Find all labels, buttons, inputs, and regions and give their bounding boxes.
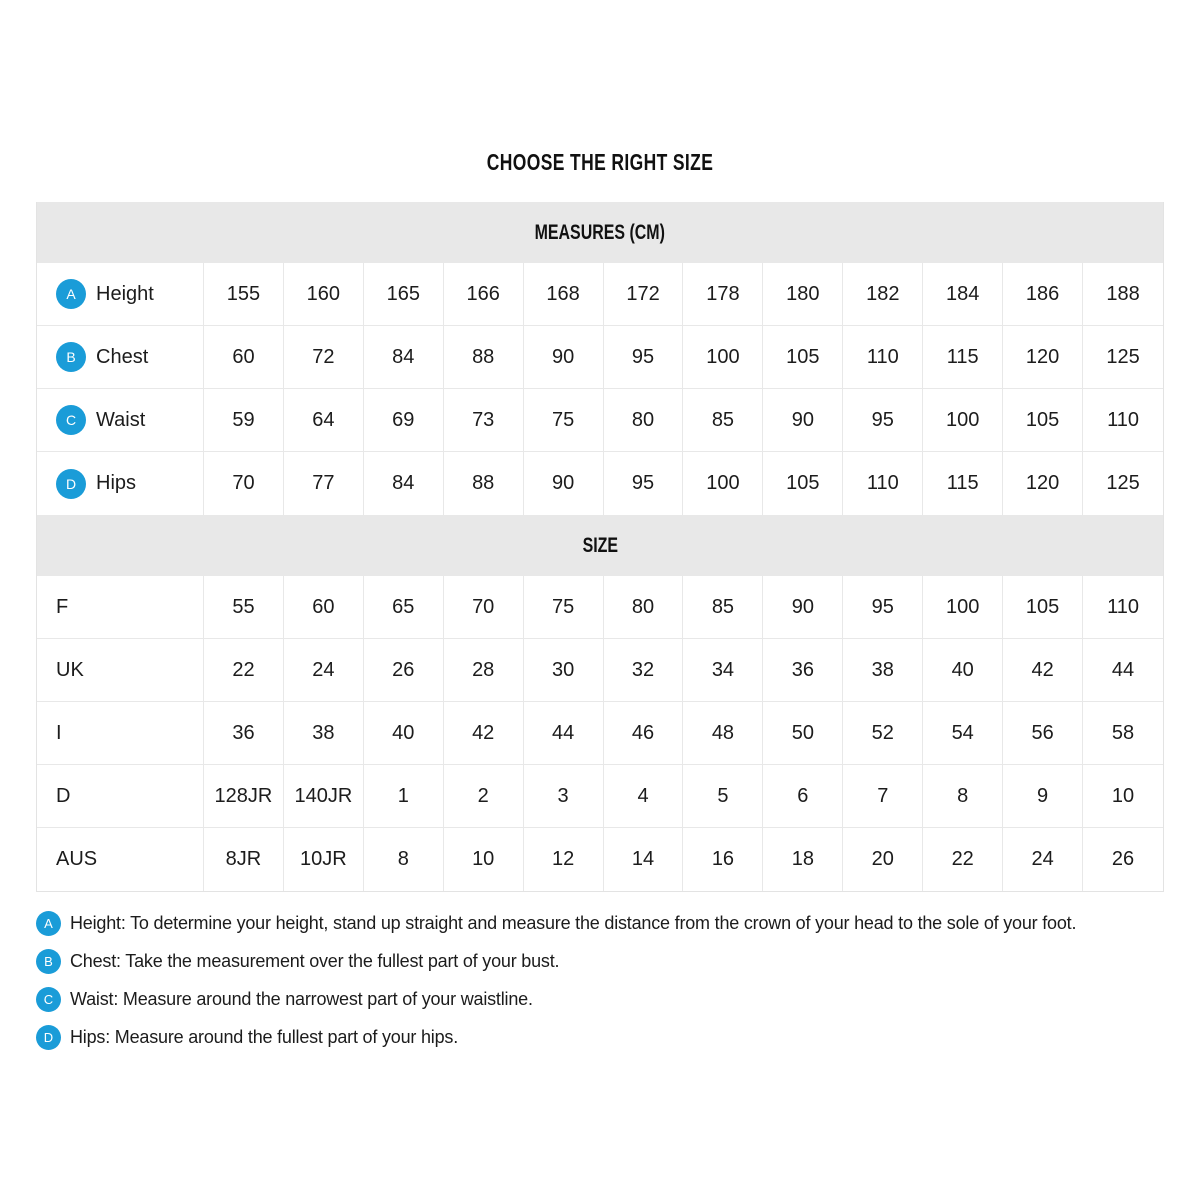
row-label-cell (37, 828, 204, 891)
size-value-cell: 54 (923, 702, 1003, 764)
note-text: Hips: Measure around the fullest part of your hips. (70, 1027, 459, 1047)
page-title-text: CHOOSE THE RIGHT SIZE (486, 149, 714, 175)
measures-row (37, 326, 1163, 389)
measure-value-cell: 100 (683, 452, 763, 515)
measures-rows (37, 263, 1163, 515)
measurement-note (36, 1025, 1164, 1050)
size-value-cell: 75 (524, 576, 604, 638)
size-value-cell: 110 (1107, 595, 1139, 618)
measure-value-cell: 182 (843, 263, 923, 325)
size-value-cell: 60 (284, 576, 364, 638)
measure-value-cell: 100 (923, 389, 1003, 451)
measure-value-cell: 178 (683, 263, 763, 325)
page-title (0, 149, 1200, 176)
size-value-cell: 58 (1111, 721, 1135, 744)
size-value-cell: 140JR (284, 765, 364, 827)
size-value-cell: 24 (1003, 828, 1083, 891)
size-value-cell: 8 (364, 828, 444, 891)
size-value-cell: 95 (843, 576, 923, 638)
size-value-cell: 1 (364, 765, 444, 827)
measure-value-cell: 77 (284, 452, 364, 515)
size-value-cell: 5 (683, 765, 763, 827)
size-value-cell: 70 (444, 576, 524, 638)
measure-value-cell: 168 (524, 263, 604, 325)
measures-section-header (37, 202, 1163, 263)
measure-value-cell: 115 (923, 326, 1003, 388)
size-value-cell: 16 (683, 828, 763, 891)
size-value-cell: 28 (444, 639, 524, 701)
size-row (37, 576, 1163, 639)
row-label: Height (96, 282, 154, 305)
note-badge: A (36, 911, 61, 936)
measure-value-cell: 172 (604, 263, 684, 325)
measure-value-cell: 70 (204, 452, 284, 515)
measure-value-cell: 85 (683, 389, 763, 451)
size-value-cell: 4 (604, 765, 684, 827)
measure-value-cell: 120 (1003, 452, 1083, 515)
measure-badge: A (56, 279, 86, 309)
measure-value-cell: 88 (444, 452, 524, 515)
measure-badge: B (56, 342, 86, 372)
size-value-cell: 18 (763, 828, 843, 891)
size-value-cell: 48 (683, 702, 763, 764)
measure-value-cell: 64 (284, 389, 364, 451)
row-label: I (56, 721, 62, 744)
measure-value-cell: 180 (763, 263, 843, 325)
row-label: Waist (96, 408, 146, 431)
size-row (37, 765, 1163, 828)
measure-value-cell: 125 (1106, 345, 1140, 368)
measure-value-cell: 73 (444, 389, 524, 451)
size-value-cell: 52 (843, 702, 923, 764)
size-value-cell: 10JR (284, 828, 364, 891)
size-value-cell: 22 (923, 828, 1003, 891)
measure-value-cell: 125 (1106, 472, 1140, 494)
measure-value-cell: 84 (364, 452, 444, 515)
size-value-cell: 65 (364, 576, 444, 638)
measurement-notes (36, 911, 1164, 1063)
size-rows (37, 576, 1163, 891)
measure-value-cell: 155 (204, 263, 284, 325)
measure-value-cell: 90 (524, 452, 604, 515)
size-value-cell: 14 (604, 828, 684, 891)
row-label: Hips (96, 472, 137, 494)
size-value-cell: 10 (1111, 784, 1135, 807)
size-value-cell: 20 (843, 828, 923, 891)
size-value-cell: 12 (524, 828, 604, 891)
measure-value-cell: 80 (604, 389, 684, 451)
size-value-cell: 10 (444, 828, 524, 891)
note-badge: B (36, 949, 61, 974)
size-value-cell: 3 (524, 765, 604, 827)
size-value-cell: 44 (524, 702, 604, 764)
size-value-cell: 85 (683, 576, 763, 638)
measure-value-cell: 165 (364, 263, 444, 325)
size-value-cell: 38 (284, 702, 364, 764)
measure-value-cell: 100 (683, 326, 763, 388)
measure-value-cell: 160 (284, 263, 364, 325)
measurement-note (36, 911, 1164, 936)
measure-value-cell: 184 (923, 263, 1003, 325)
size-value-cell: 38 (843, 639, 923, 701)
size-value-cell: 44 (1111, 658, 1135, 681)
size-row (37, 828, 1163, 891)
size-value-cell: 22 (204, 639, 284, 701)
size-value-cell: 24 (284, 639, 364, 701)
row-label-cell (37, 765, 204, 827)
size-value-cell: 100 (923, 576, 1003, 638)
measure-value-cell: 105 (763, 326, 843, 388)
measures-header-text: MEASURES (CM) (534, 220, 666, 244)
size-value-cell: 42 (1003, 639, 1083, 701)
size-value-cell: 50 (763, 702, 843, 764)
size-value-cell: 34 (683, 639, 763, 701)
measure-badge: D (56, 469, 86, 499)
measure-value-cell: 75 (524, 389, 604, 451)
note-text: Chest: Take the measurement over the fullest part of your bust. (70, 951, 560, 971)
measures-row (37, 263, 1163, 326)
measure-value-cell: 105 (763, 452, 843, 515)
measure-value-cell: 166 (444, 263, 524, 325)
size-value-cell: 55 (204, 576, 284, 638)
measure-value-cell: 72 (284, 326, 364, 388)
measure-value-cell: 69 (364, 389, 444, 451)
row-label-cell (37, 389, 204, 451)
measurement-note (36, 949, 1164, 974)
size-value-cell: 128JR (204, 765, 284, 827)
measure-value-cell: 90 (763, 389, 843, 451)
size-value-cell: 8JR (204, 828, 284, 891)
measures-row (37, 389, 1163, 452)
measure-value-cell: 84 (364, 326, 444, 388)
size-value-cell: 26 (364, 639, 444, 701)
size-value-cell: 9 (1003, 765, 1083, 827)
size-value-cell: 7 (843, 765, 923, 827)
note-text: Waist: Measure around the narrowest part of your waistline. (70, 989, 533, 1009)
measure-value-cell: 120 (1003, 326, 1083, 388)
row-label-cell (37, 639, 204, 701)
note-badge: C (36, 987, 61, 1012)
measure-value-cell: 110 (843, 326, 923, 388)
measure-value-cell: 186 (1003, 263, 1083, 325)
measure-value-cell: 115 (923, 452, 1003, 515)
note-text: Height: To determine your height, stand up straight and measure the distance from the crown of your head to the sole of your foot. (70, 913, 1077, 933)
measure-value-cell: 188 (1106, 282, 1140, 305)
measure-value-cell: 95 (604, 452, 684, 515)
size-value-cell: 26 (1111, 848, 1135, 870)
size-table (36, 202, 1164, 892)
size-value-cell: 8 (923, 765, 1003, 827)
size-value-cell: 32 (604, 639, 684, 701)
measure-value-cell: 88 (444, 326, 524, 388)
size-row (37, 702, 1163, 765)
measure-value-cell: 110 (1107, 408, 1139, 431)
measure-value-cell: 110 (843, 452, 923, 515)
row-label-cell (37, 326, 204, 388)
size-value-cell: 42 (444, 702, 524, 764)
measures-row (37, 452, 1163, 515)
size-value-cell: 36 (763, 639, 843, 701)
measure-value-cell: 95 (843, 389, 923, 451)
size-value-cell: 6 (763, 765, 843, 827)
measure-value-cell: 105 (1003, 389, 1083, 451)
size-value-cell: 40 (364, 702, 444, 764)
measure-value-cell: 60 (204, 326, 284, 388)
row-label-cell (37, 452, 204, 515)
row-label: D (56, 784, 71, 807)
row-label: F (56, 595, 69, 618)
size-value-cell: 56 (1003, 702, 1083, 764)
size-value-cell: 46 (604, 702, 684, 764)
row-label-cell (37, 576, 204, 638)
size-header-text: SIZE (582, 533, 618, 557)
row-label-cell (37, 702, 204, 764)
size-value-cell: 30 (524, 639, 604, 701)
measure-badge: C (56, 405, 86, 435)
size-row (37, 639, 1163, 702)
size-section-header (37, 515, 1163, 576)
measure-value-cell: 95 (604, 326, 684, 388)
size-value-cell: 90 (763, 576, 843, 638)
size-value-cell: 80 (604, 576, 684, 638)
size-value-cell: 36 (204, 702, 284, 764)
measure-value-cell: 59 (204, 389, 284, 451)
row-label: Chest (96, 345, 149, 368)
measure-value-cell: 90 (524, 326, 604, 388)
row-label-cell (37, 263, 204, 325)
note-badge: D (36, 1025, 61, 1050)
row-label: AUS (56, 848, 98, 870)
row-label: UK (56, 658, 84, 681)
size-value-cell: 2 (444, 765, 524, 827)
size-value-cell: 105 (1003, 576, 1083, 638)
measurement-note (36, 987, 1164, 1012)
size-value-cell: 40 (923, 639, 1003, 701)
